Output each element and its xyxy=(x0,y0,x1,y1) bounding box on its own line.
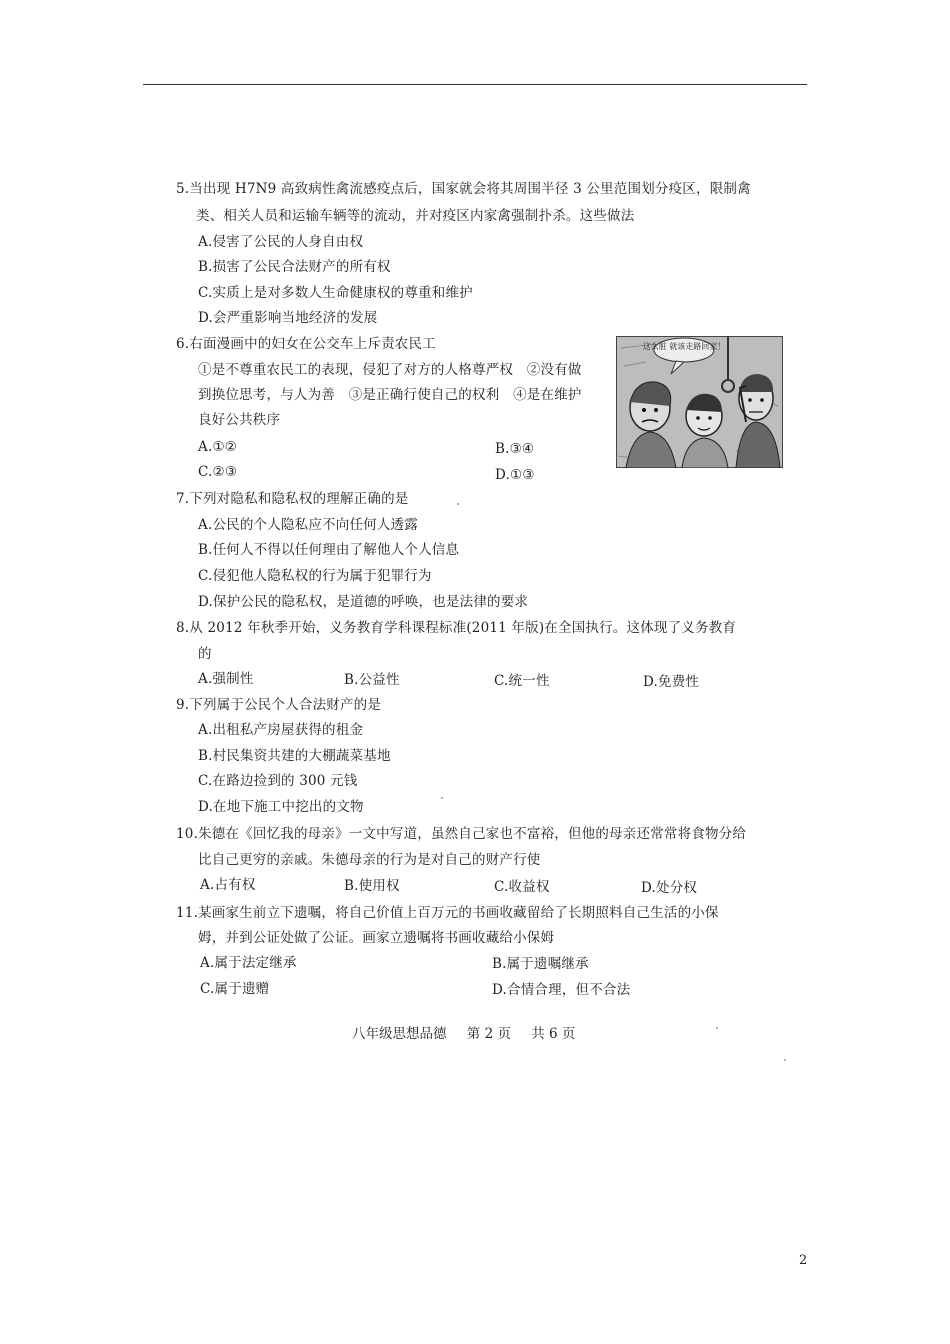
q10-option-a: A.占有权 xyxy=(200,877,256,893)
q8-stem-line-1: 8.从 2012 年秋季开始，义务教育学科课程标准(2011 年版)在全国执行。这体现了义务教育 xyxy=(176,620,737,636)
q6-option-b: B.③④ xyxy=(495,441,535,457)
q10-option-c: C.收益权 xyxy=(494,879,550,895)
q6-stem-line-3: 到换位思考，与人为善 ③是正确行使自己的权利 ④是在维护 xyxy=(198,387,582,403)
q11-stem-line-1: 11.某画家生前立下遗嘱，将自己价值上百万元的书画收藏留给了长期照料自己生活的小保 xyxy=(176,905,719,921)
page-footer xyxy=(352,1022,591,1042)
q5-option-c: C.实质上是对多数人生命健康权的尊重和维护 xyxy=(198,285,473,301)
q5-option-a: A.侵害了公民的人身自由权 xyxy=(198,234,364,250)
footer-page: 第 2 页 xyxy=(466,1026,511,1042)
scan-speck xyxy=(784,1059,786,1061)
q5-stem-line-1: 5.当出现 H7N9 高致病性禽流感疫点后，国家就会将其周围半径 3 公里范围划分疫区，限制禽 xyxy=(176,181,751,197)
q5-stem-line-2: 类、相关人员和运输车辆等的流动，并对疫区内家禽强制扑杀。这些做法 xyxy=(196,208,635,224)
q6-option-c: C.②③ xyxy=(198,464,238,480)
q11-option-a: A.属于法定继承 xyxy=(200,955,297,971)
q11-option-b: B.属于遗嘱继承 xyxy=(492,956,589,972)
scan-speck xyxy=(457,503,459,505)
q10-stem-line-1: 10.朱德在《回忆我的母亲》一文中写道，虽然自己家也不富裕，但他的母亲还常常将食物分给 xyxy=(176,826,747,842)
q8-stem-line-2: 的 xyxy=(198,646,212,662)
q8-option-d: D.免费性 xyxy=(643,674,700,690)
q9-option-b: B.村民集资共建的大棚蔬菜基地 xyxy=(198,748,391,764)
q7-option-b: B.任何人不得以任何理由了解他人个人信息 xyxy=(198,542,460,558)
q8-option-b: B.公益性 xyxy=(344,672,400,688)
q6-option-a: A.①② xyxy=(198,439,238,455)
footer-total: 共 6 页 xyxy=(531,1026,576,1042)
q9-option-c: C.在路边捡到的 300 元钱 xyxy=(198,773,358,789)
q6-option-d: D.①③ xyxy=(495,467,535,483)
q7-option-a: A.公民的个人隐私应不向任何人透露 xyxy=(198,517,418,533)
header-rule xyxy=(143,84,807,85)
footer-course: 八年级思想品德 xyxy=(352,1026,447,1042)
scan-speck xyxy=(441,797,443,799)
q11-stem-line-2: 姆，并到公证处做了公证。画家立遗嘱将书画收藏给小保姆 xyxy=(198,930,555,946)
q11-option-d: D.合情合理，但不合法 xyxy=(492,982,631,998)
q5-option-b: B.损害了公民合法财产的所有权 xyxy=(198,259,391,275)
cartoon-caption: 这么脏 就该走路回家！ xyxy=(642,342,726,351)
q9-stem: 9.下列属于公民个人合法财产的是 xyxy=(176,697,382,713)
q11-option-c: C.属于遗赠 xyxy=(200,981,270,997)
q6-stem-line-1: 6.右面漫画中的妇女在公交车上斥责农民工 xyxy=(176,336,436,352)
q6-stem-line-2: ①是不尊重农民工的表现，侵犯了对方的人格尊严权 ②没有做 xyxy=(198,362,582,378)
q9-option-d: D.在地下施工中挖出的文物 xyxy=(198,799,364,815)
q9-option-a: A.出租私产房屋获得的租金 xyxy=(198,722,364,738)
page-number: 2 xyxy=(799,1253,808,1268)
q5-option-d: D.会严重影响当地经济的发展 xyxy=(198,310,378,326)
q10-stem-line-2: 比自己更穷的亲戚。朱德母亲的行为是对自己的财产行使 xyxy=(198,852,541,868)
q6-stem-line-4: 良好公共秩序 xyxy=(198,412,281,428)
q6-cartoon-illustration xyxy=(616,336,783,468)
q10-option-d: D.处分权 xyxy=(641,880,698,896)
q7-option-d: D.保护公民的隐私权，是道德的呼唤，也是法律的要求 xyxy=(198,594,529,610)
q7-option-c: C.侵犯他人隐私权的行为属于犯罪行为 xyxy=(198,568,432,584)
q8-option-a: A.强制性 xyxy=(198,671,254,687)
q8-option-c: C.统一性 xyxy=(494,673,550,689)
q10-option-b: B.使用权 xyxy=(344,878,400,894)
scan-speck xyxy=(716,1027,718,1029)
q7-stem: 7.下列对隐私和隐私权的理解正确的是 xyxy=(176,491,409,507)
